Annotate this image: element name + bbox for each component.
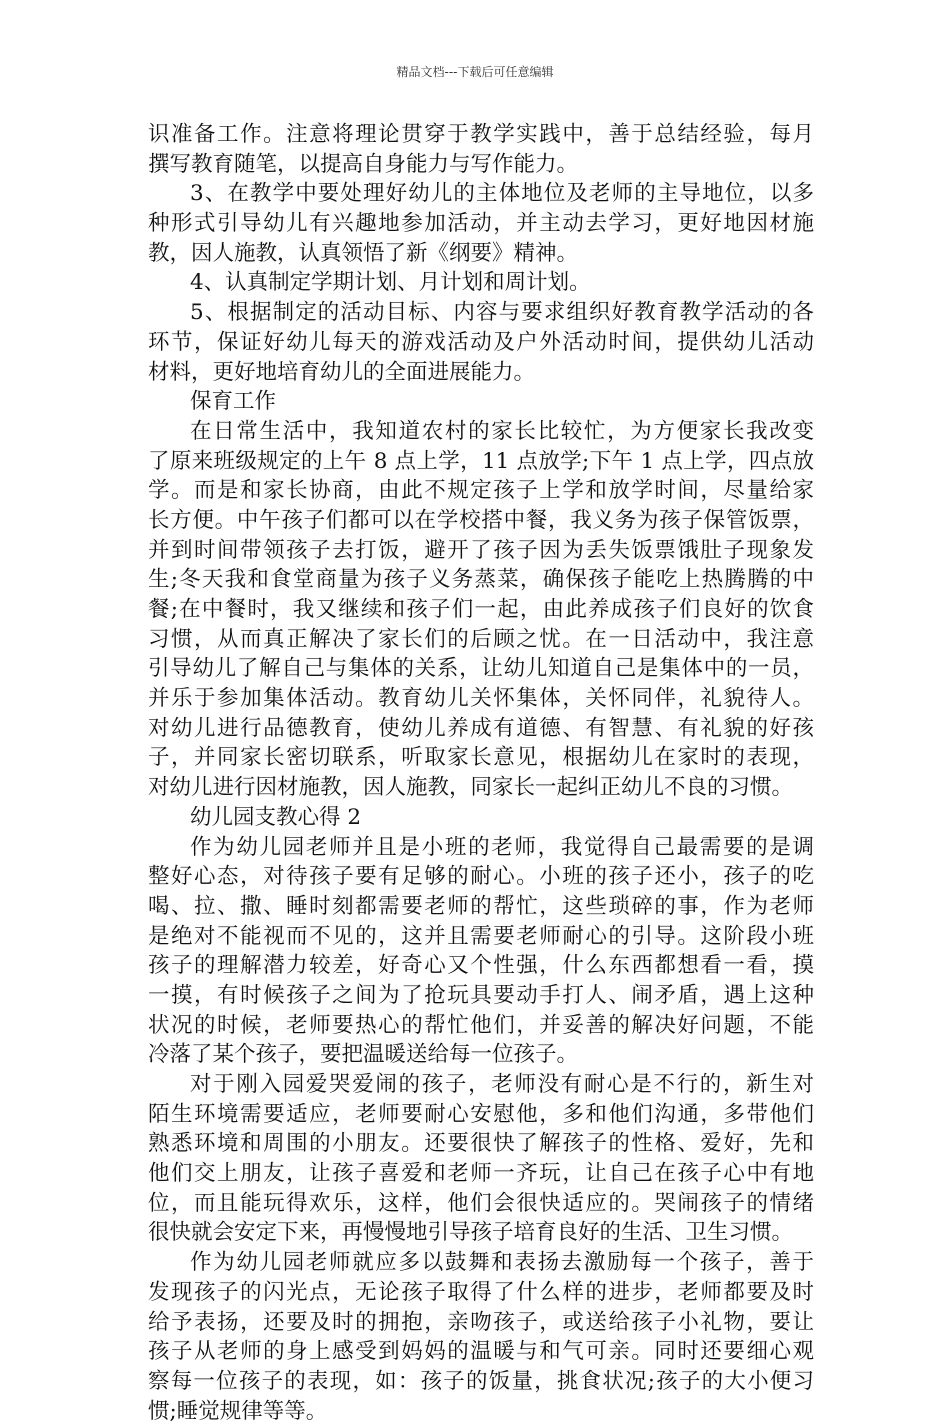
text-line: 他们交上朋友，让孩子喜爱和老师一齐玩，让自己在孩子心中有地 <box>148 1161 814 1187</box>
text-line: 孩子的理解潜力较差，好奇心又个性强，什么东西都想看一看，摸 <box>148 953 814 979</box>
text-line: 长方便。中午孩子们都可以在学校搭中餐，我义务为孩子保管饭票， <box>148 507 814 533</box>
text-line: 位，而且能玩得欢乐，这样，他们会很快适应的。哭闹孩子的情绪 <box>148 1190 814 1216</box>
text-line: 作为幼儿园老师就应多以鼓舞和表扬去激励每一个孩子，善于 <box>190 1250 814 1276</box>
text-line: 学。而是和家长协商，由此不规定孩子上学和放学时间，尽量给家 <box>148 478 814 504</box>
text-line: 5、根据制定的活动目标、内容与要求组织好教育教学活动的各 <box>190 300 814 326</box>
text-line: 熟悉环境和周围的小朋友。还要很快了解孩子的性格、爱好，先和 <box>148 1131 814 1157</box>
text-line: 状况的时候，老师要热心的帮忙他们，并妥善的解决好问题，不能 <box>148 1012 814 1038</box>
document-body <box>148 120 814 1426</box>
text-line: 孩子从老师的身上感受到妈妈的温暖与和气可亲。同时还要细心观 <box>148 1339 814 1365</box>
text-line: 对于刚入园爱哭爱闹的孩子，老师没有耐心是不行的，新生对 <box>190 1072 814 1097</box>
text-line: 子，并同家长密切联系，听取家长意见，根据幼儿在家时的表现， <box>148 745 814 771</box>
text-line: 识准备工作。注意将理论贯穿于教学实践中，善于总结经验，每月 <box>148 122 814 147</box>
text-line: 引导幼儿了解自己与集体的关系，让幼儿知道自己是集体中的一员， <box>148 656 814 682</box>
text-line: 保育工作 <box>190 389 277 415</box>
text-line: 生;冬天我和食堂商量为孩子义务蒸菜，确保孩子能吃上热腾腾的中 <box>148 567 814 593</box>
text-line: 惯;睡觉规律等等。 <box>148 1398 328 1424</box>
text-line: 喝、拉、撒、睡时刻都需要老师的帮忙，这些琐碎的事，作为老师 <box>148 893 814 919</box>
text-line: 了原来班级规定的上午 8 点上学，11 点放学;下午 1 点上学，四点放 <box>148 448 814 474</box>
text-line: 很快就会安定下来，再慢慢地引导孩子培育良好的生活、卫生习惯。 <box>148 1220 794 1246</box>
text-line: 整好心态，对待孩子要有足够的耐心。小班的孩子还小，孩子的吃 <box>148 864 814 890</box>
text-line: 冷落了某个孩子，要把温暖送给每一位孩子。 <box>148 1042 579 1068</box>
text-line: 在日常生活中，我知道农村的家长比较忙，为方便家长我改变 <box>190 418 814 444</box>
text-line: 4、认真制定学期计划、月计划和周计划。 <box>190 270 591 296</box>
text-line: 陌生环境需要适应，老师要耐心安慰他，多和他们沟通，多带他们 <box>148 1101 814 1127</box>
text-line: 环节，保证好幼儿每天的游戏活动及户外活动时间，提供幼儿活动 <box>148 329 814 355</box>
text-line: 并乐于参加集体活动。教育幼儿关怀集体，关怀同伴，礼貌待人。 <box>148 686 814 712</box>
text-line: 幼儿园支教心得 2 <box>190 804 362 830</box>
text-line: 材料，更好地培育幼儿的全面进展能力。 <box>148 359 536 385</box>
text-line: 一摸，有时候孩子之间为了抢玩具要动手打人、闹矛盾，遇上这种 <box>148 982 814 1008</box>
text-line: 是绝对不能视而不见的，这并且需要老师耐心的引导。这阶段小班 <box>148 923 814 949</box>
text-line: 对幼儿进行因材施教，因人施教，同家长一起纠正幼儿不良的习惯。 <box>148 775 794 801</box>
text-line: 作为幼儿园老师并且是小班的老师，我觉得自己最需要的是调 <box>190 834 814 860</box>
text-line: 种形式引导幼儿有兴趣地参加活动，并主动去学习，更好地因材施 <box>148 211 814 237</box>
text-line: 对幼儿进行品德教育，使幼儿养成有道德、有智慧、有礼貌的好孩 <box>148 715 814 741</box>
page-header: 精品文档---下载后可任意编辑 <box>396 65 554 79</box>
text-line: 给予表扬，还要及时的拥抱，亲吻孩子，或送给孩子小礼物，要让 <box>148 1309 814 1335</box>
text-line: 习惯，从而真正解决了家长们的后顾之忧。在一日活动中，我注意 <box>148 626 814 652</box>
text-line: 发现孩子的闪光点，无论孩子取得了什么样的进步，老师都要及时 <box>148 1279 814 1305</box>
text-line: 餐;在中餐时，我又继续和孩子们一起，由此养成孩子们良好的饮食 <box>148 597 814 622</box>
text-line: 3、在教学中要处理好幼儿的主体地位及老师的主导地位，以多 <box>190 181 814 207</box>
text-line: 撰写教育随笔，以提高自身能力与写作能力。 <box>148 151 579 177</box>
text-line: 并到时间带领孩子去打饭，避开了孩子因为丢失饭票饿肚子现象发 <box>148 537 814 563</box>
text-line: 教，因人施教，认真领悟了新《纲要》精神。 <box>148 240 579 266</box>
text-line: 察每一位孩子的表现，如：孩子的饭量，挑食状况;孩子的大小便习 <box>148 1368 814 1394</box>
